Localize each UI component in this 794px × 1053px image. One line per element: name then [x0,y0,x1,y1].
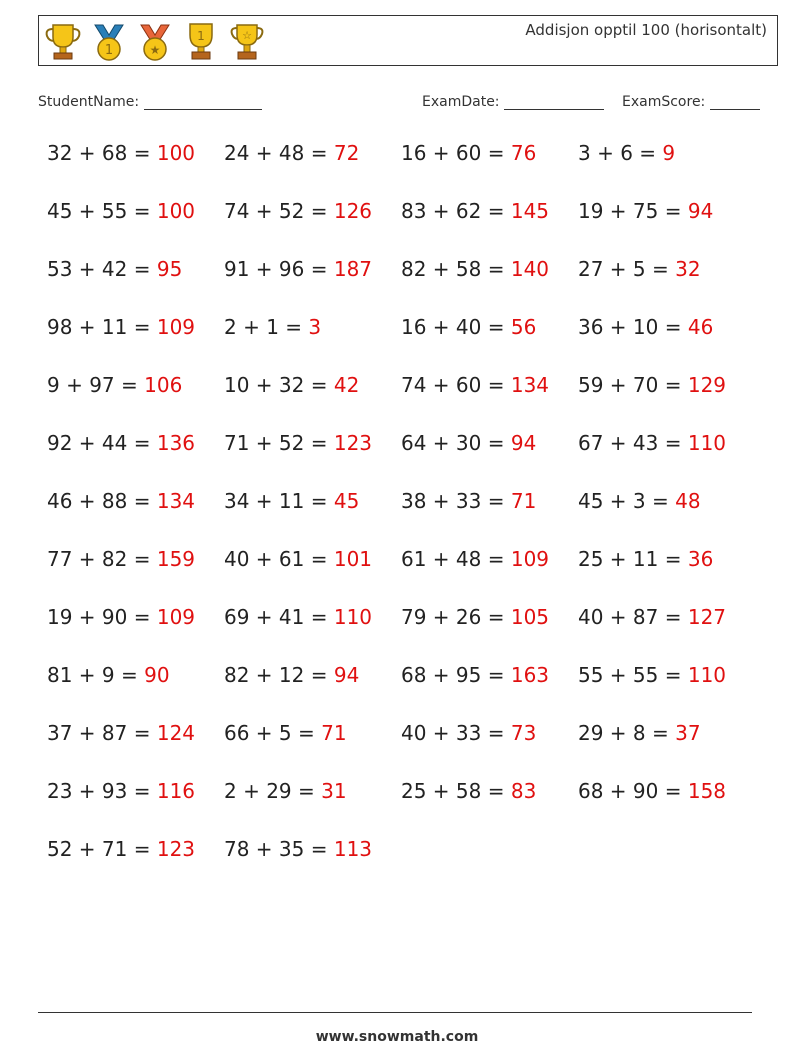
problem-question: 52 + 71 = [47,837,151,861]
problem-question: 37 + 87 = [47,721,151,745]
problem-answer: 37 [675,721,701,745]
problem-answer: 140 [510,257,550,281]
trophy-star-icon [227,21,267,63]
problem-answer: 72 [333,141,360,165]
problem-question: 67 + 43 = [578,431,682,455]
footer-divider [38,1012,752,1013]
problem-answer: 123 [156,837,196,861]
problem-question: 19 + 75 = [578,199,682,223]
problem-question: 83 + 62 = [401,199,505,223]
problem-question: 34 + 11 = [224,489,328,513]
problem-answer: 71 [510,489,537,513]
problem-question: 68 + 90 = [578,779,682,803]
problem-item [47,315,224,373]
problem-item [47,721,224,779]
problem-item [47,605,224,663]
problem-item [47,257,224,315]
medal-1-icon [89,21,129,63]
problem-answer: 109 [156,605,196,629]
trophy-row [43,21,267,63]
problem-question: 78 + 35 = [224,837,328,861]
problem-answer: 187 [333,257,373,281]
problem-item [401,721,578,779]
problem-answer: 42 [333,373,360,397]
problem-item [401,663,578,721]
problem-question: 71 + 52 = [224,431,328,455]
problem-question: 32 + 68 = [47,141,151,165]
problem-item [224,779,401,837]
problem-answer: 134 [510,373,550,397]
svg-text:☆: ☆ [242,29,252,42]
problem-answer: 94 [333,663,360,687]
problem-answer: 134 [156,489,196,513]
problem-item [224,605,401,663]
problem-question: 40 + 33 = [401,721,505,745]
problem-answer: 158 [687,779,727,803]
trophy-1-icon [181,21,221,63]
problem-question: 82 + 58 = [401,257,505,281]
problem-item [47,663,224,721]
problem-question: 40 + 61 = [224,547,328,571]
problem-answer: 101 [333,547,373,571]
problem-answer: 110 [687,663,727,687]
problem-item [578,373,755,431]
problem-question: 27 + 5 = [578,257,669,281]
problem-answer: 45 [333,489,360,513]
problem-answer: 126 [333,199,373,223]
problem-question: 16 + 60 = [401,141,505,165]
problem-answer: 127 [687,605,727,629]
problem-answer: 90 [144,663,170,687]
problem-item [224,199,401,257]
problem-item [224,315,401,373]
problem-question: 45 + 55 = [47,199,151,223]
svg-text:1: 1 [104,43,114,58]
problem-item [47,489,224,547]
problem-answer: 109 [510,547,550,571]
problem-question: 2 + 1 = [224,315,303,339]
problem-question: 3 + 6 = [578,141,657,165]
medal-star-icon [135,21,175,63]
problem-question: 74 + 52 = [224,199,328,223]
problem-answer: 124 [156,721,196,745]
problem-item [224,141,401,199]
problem-answer: 110 [687,431,727,455]
problem-answer: 106 [144,373,183,397]
problem-answer: 46 [687,315,714,339]
trophy-cup-icon [43,21,83,63]
problem-question: 55 + 55 = [578,663,682,687]
problem-answer: 56 [510,315,537,339]
problem-answer: 136 [156,431,196,455]
exam-score-field [622,94,760,110]
problem-item [224,431,401,489]
problem-question: 68 + 95 = [401,663,505,687]
problem-item [578,547,755,605]
problem-item [401,779,578,837]
problem-question: 61 + 48 = [401,547,505,571]
problem-item [578,721,755,779]
problem-question: 98 + 11 = [47,315,151,339]
exam-date-field [422,94,604,110]
problem-question: 81 + 9 = [47,663,138,687]
problem-question: 77 + 82 = [47,547,151,571]
problem-item [47,837,224,895]
problem-answer: 105 [510,605,550,629]
problem-item [224,663,401,721]
problem-item [224,837,401,895]
student-name-blank [144,95,262,110]
problem-question: 59 + 70 = [578,373,682,397]
problem-item [401,605,578,663]
problem-question: 82 + 12 = [224,663,328,687]
svg-text:1: 1 [197,29,205,43]
problem-item [578,663,755,721]
problem-item [578,489,755,547]
problem-question: 25 + 58 = [401,779,505,803]
problem-answer: 36 [687,547,714,571]
problem-item [578,141,755,199]
problem-question: 69 + 41 = [224,605,328,629]
problem-question: 9 + 97 = [47,373,138,397]
exam-date-blank [504,95,604,110]
problem-item [224,489,401,547]
problem-answer: 76 [510,141,537,165]
problem-answer: 94 [687,199,714,223]
problem-answer: 94 [510,431,537,455]
problem-answer: 129 [687,373,727,397]
problem-item [401,489,578,547]
problem-question: 10 + 32 = [224,373,328,397]
problem-item [578,779,755,837]
header-box [38,15,778,66]
problem-answer: 123 [333,431,373,455]
problem-item [224,547,401,605]
problem-question: 36 + 10 = [578,315,682,339]
problem-item [47,779,224,837]
problem-question: 29 + 8 = [578,721,669,745]
problem-question: 24 + 48 = [224,141,328,165]
problem-answer: 3 [308,315,322,339]
problem-answer: 116 [156,779,196,803]
problem-answer: 110 [333,605,373,629]
problem-item [401,141,578,199]
problem-item [224,373,401,431]
worksheet-title: Addisjon opptil 100 (horisontalt) [525,21,767,39]
problem-answer: 73 [510,721,537,745]
problem-question: 46 + 88 = [47,489,151,513]
problem-item [578,605,755,663]
problem-question: 92 + 44 = [47,431,151,455]
problem-answer: 163 [510,663,550,687]
problem-item [401,373,578,431]
problem-item [401,315,578,373]
footer-site: www.snowmath.com [315,1029,479,1045]
problem-answer: 100 [156,141,196,165]
problem-item [401,547,578,605]
problem-item [578,199,755,257]
problem-question: 40 + 87 = [578,605,682,629]
problem-question: 38 + 33 = [401,489,505,513]
problem-item [47,431,224,489]
problem-question: 2 + 29 = [224,779,315,803]
problem-answer: 159 [156,547,196,571]
problem-item [47,141,224,199]
problem-answer: 100 [156,199,196,223]
problem-answer: 145 [510,199,550,223]
problem-question: 53 + 42 = [47,257,151,281]
svg-text:★: ★ [149,43,161,57]
problem-answer: 95 [156,257,183,281]
problem-answer: 9 [662,141,676,165]
student-name-label: StudentName: [38,94,140,110]
problem-item [47,547,224,605]
problem-item [224,257,401,315]
exam-date-label: ExamDate: [422,94,500,110]
problem-answer: 31 [321,779,347,803]
problem-question: 91 + 96 = [224,257,328,281]
problem-question: 25 + 11 = [578,547,682,571]
problem-question: 23 + 93 = [47,779,151,803]
problem-item [224,721,401,779]
problem-question: 64 + 30 = [401,431,505,455]
problem-item [578,257,755,315]
problem-item [47,373,224,431]
problem-question: 16 + 40 = [401,315,505,339]
problem-question: 66 + 5 = [224,721,315,745]
problem-item [578,315,755,373]
problem-answer: 32 [675,257,701,281]
exam-score-blank [710,95,760,110]
problem-question: 45 + 3 = [578,489,669,513]
problem-grid [47,141,755,895]
problem-item [401,257,578,315]
problem-item [401,199,578,257]
problem-item [401,431,578,489]
problem-answer: 83 [510,779,537,803]
problem-question: 74 + 60 = [401,373,505,397]
problem-answer: 109 [156,315,196,339]
problem-answer: 113 [333,837,373,861]
problem-item [47,199,224,257]
problem-answer: 71 [321,721,347,745]
student-name-field [38,94,262,110]
exam-score-label: ExamScore: [622,94,706,110]
problem-question: 19 + 90 = [47,605,151,629]
problem-answer: 48 [675,489,701,513]
problem-item [578,431,755,489]
problem-question: 79 + 26 = [401,605,505,629]
